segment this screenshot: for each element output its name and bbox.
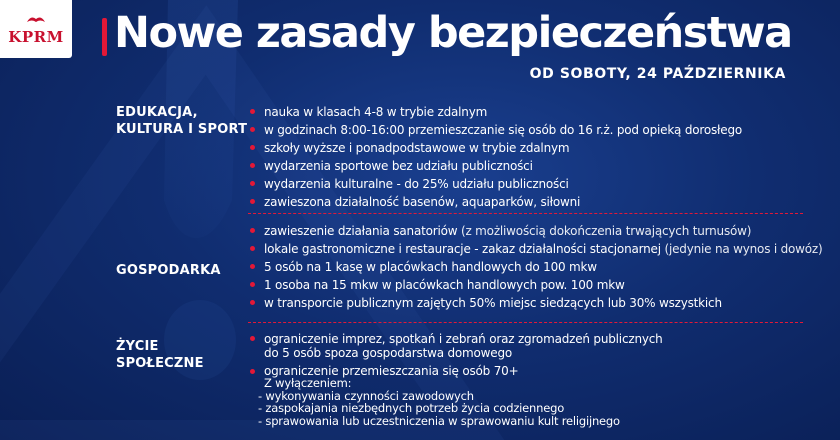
list-item	[250, 157, 742, 175]
list-item	[250, 193, 742, 211]
list-item	[250, 240, 823, 258]
bullet-icon	[250, 163, 255, 168]
item-text: ograniczenie przemieszczania się osób 70+	[264, 364, 519, 378]
item-note: (z możliwością dokończenia trwających turnusów)	[457, 224, 752, 238]
exceptions-heading: Z wyłączeniem:	[264, 376, 352, 390]
item-note: (jedynie na wynos i dowóz)	[660, 242, 823, 256]
item-text: zawieszona działalność basenów, aquaparków, siłowni	[264, 195, 581, 209]
bullet-icon	[250, 199, 255, 204]
bullet-icon	[250, 127, 255, 132]
bullet-icon	[250, 181, 255, 186]
list-item	[250, 121, 742, 139]
title-accent-bar	[102, 18, 107, 56]
item-text: w transporcie publicznym zajętych 50% miejsc siedzących lub 30% wszystkich	[264, 296, 722, 310]
section-label-education	[116, 104, 247, 138]
bullet-icon	[250, 369, 255, 374]
item-text: do 5 osób spoza gospodarstwa domowego	[264, 346, 513, 360]
bullet-icon	[250, 300, 255, 305]
list-item-continuation	[250, 346, 663, 361]
section-label-line: ŻYCIE	[116, 339, 159, 354]
item-text: nauka w klasach 4-8 w trybie zdalnym	[264, 105, 488, 119]
section-divider	[248, 213, 803, 214]
list-item	[250, 103, 742, 121]
item-text: lokale gastronomiczne i restauracje - zakaz działalności stacjonarnej	[264, 242, 661, 256]
social-list	[250, 330, 663, 378]
page-subtitle: OD SOBOTY, 24 PAŹDZIERNIKA	[529, 66, 786, 82]
bullet-icon	[250, 228, 255, 233]
item-text: w godzinach 8:00-16:00 przemieszczanie się osób do 16 r.ż. pod opieką dorosłego	[264, 123, 743, 137]
exception-item: - wykonywania czynności zawodowych	[258, 388, 474, 403]
item-text: 5 osób na 1 kasę w placówkach handlowych do 100 mkw	[264, 260, 597, 274]
polish-eagle-icon	[25, 13, 47, 25]
list-item	[250, 222, 823, 240]
section-label-social	[116, 338, 204, 372]
kprm-logo	[0, 0, 72, 58]
bullet-icon	[250, 109, 255, 114]
exception-item: - sprawowania lub uczestniczenia w sprawowaniu kult religijnego	[258, 413, 620, 428]
list-item	[250, 276, 823, 294]
section-label-economy	[116, 262, 221, 279]
economy-list	[250, 222, 823, 312]
list-item	[250, 139, 742, 157]
bullet-icon	[250, 282, 255, 287]
item-text: wydarzenia kulturalne - do 25% udziału publiczności	[264, 177, 569, 191]
section-label-line: KULTURA I SPORT	[116, 122, 248, 137]
item-text: ograniczenie imprez, spotkań i zebrań oraz zgromadzeń publicznych	[264, 332, 663, 346]
section-label-line: GOSPODARKA	[116, 263, 221, 278]
page-title: Nowe zasady bezpieczeństwa	[114, 8, 792, 58]
list-item	[250, 294, 823, 312]
section-label-line: SPOŁECZNE	[116, 356, 204, 371]
logo-text: KPRM	[8, 27, 64, 46]
item-text: zawieszenie działania sanatoriów	[264, 224, 458, 238]
item-text: wydarzenia sportowe bez udziału publiczności	[264, 159, 533, 173]
bullet-icon	[250, 145, 255, 150]
bullet-icon	[250, 264, 255, 269]
section-label-line: EDUKACJA,	[116, 105, 198, 120]
list-item	[250, 258, 823, 276]
bullet-icon	[250, 336, 255, 341]
section-divider	[248, 322, 803, 323]
item-text: szkoły wyższe i ponadpodstawowe w trybie zdalnym	[264, 141, 570, 155]
list-item	[250, 175, 742, 193]
bullet-icon	[250, 246, 255, 251]
exceptions-list	[258, 377, 620, 427]
item-text: 1 osoba na 15 mkw w placówkach handlowych pow. 100 mkw	[264, 278, 625, 292]
education-list	[250, 103, 742, 211]
exception-item: - zaspokajania niezbędnych potrzeb życia codziennego	[258, 401, 565, 415]
